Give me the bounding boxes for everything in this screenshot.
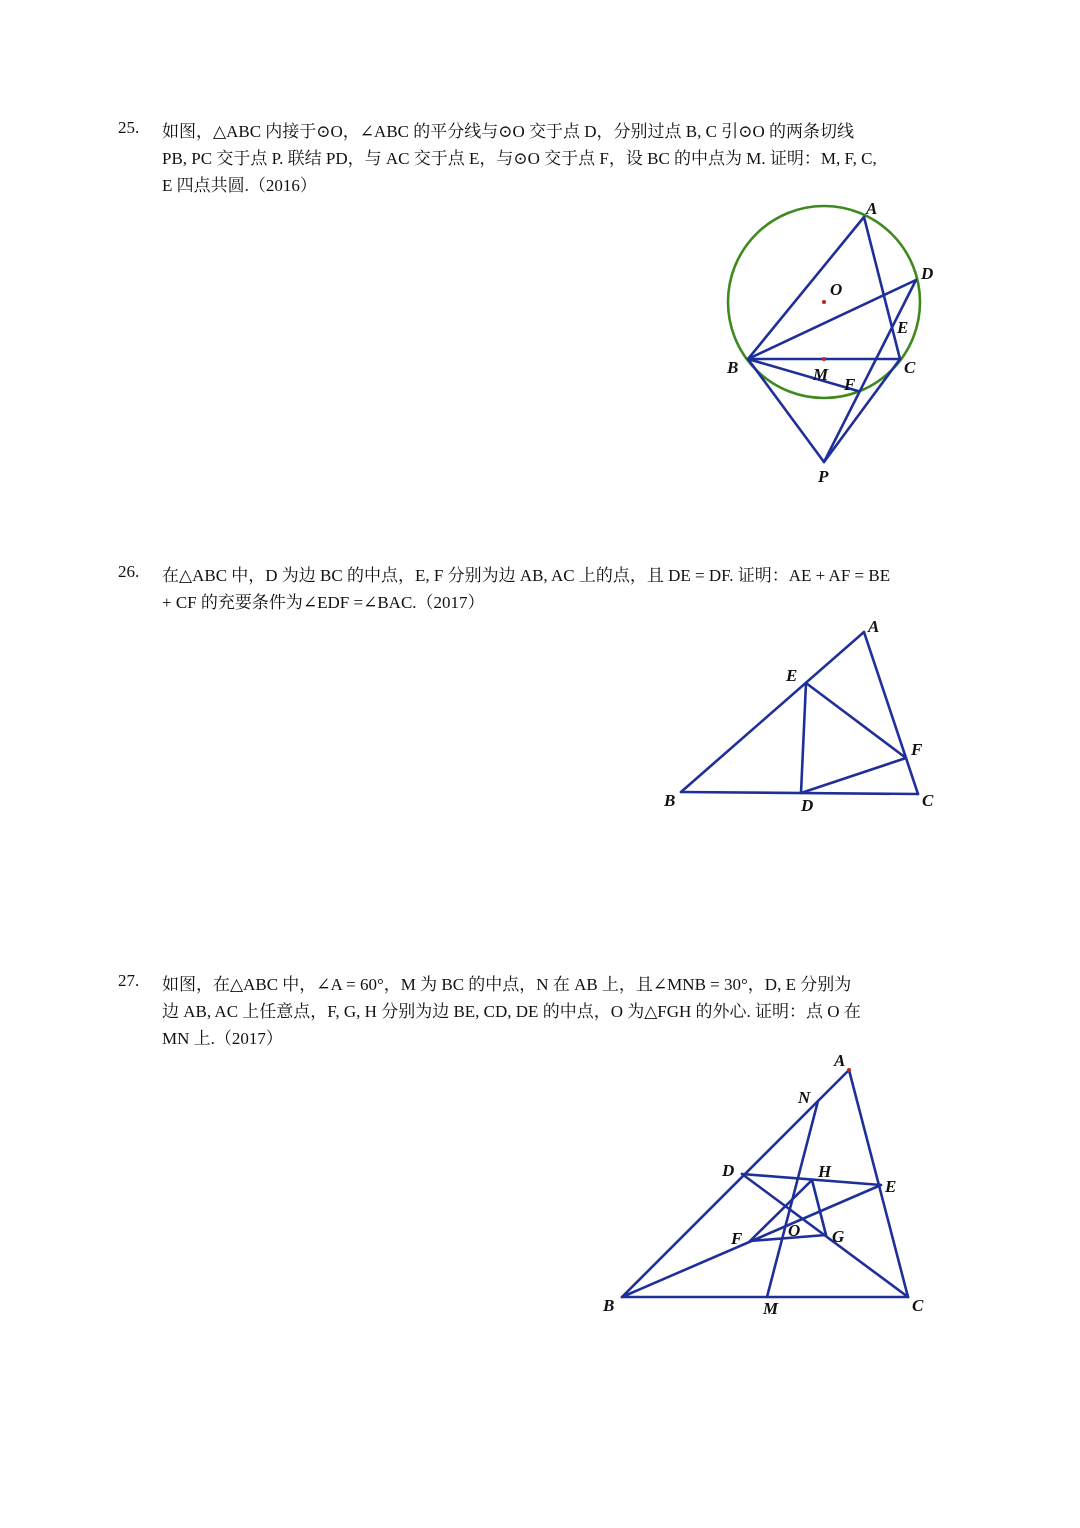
label-a: A	[868, 617, 880, 636]
label-e: E	[885, 1177, 897, 1196]
label-c: C	[912, 1296, 924, 1315]
label-d: D	[722, 1161, 735, 1180]
label-a: A	[866, 199, 878, 218]
label-f: F	[844, 375, 856, 394]
label-p: P	[818, 467, 829, 486]
label-b: B	[603, 1296, 615, 1315]
label-d: D	[921, 264, 934, 283]
statement-line: 如图，在△ABC 中，∠A = 60°，M 为 BC 的中点，N 在 AB 上，且∠MNB = 30°，D, E 分别为	[162, 975, 852, 994]
statement-line: 在△ABC 中，D 为边 BC 的中点，E, F 分别为边 AB, AC 上的点，且 DE = DF. 证明：AE + AF = BE	[162, 566, 891, 585]
statement-line: MN 上.（2017）	[162, 1029, 283, 1048]
label-d: D	[801, 796, 814, 815]
segment-fh	[750, 1180, 812, 1241]
label-h: H	[818, 1162, 832, 1181]
label-n: N	[798, 1088, 811, 1107]
problem-number: 25.	[118, 118, 140, 137]
label-e: E	[786, 666, 798, 685]
label-g: G	[832, 1227, 845, 1246]
statement-line: 边 AB, AC 上任意点，F, G, H 分别为边 BE, CD, DE 的中点，O 为△FGH 的外心. 证明：点 O 在	[162, 1002, 861, 1021]
label-f: F	[731, 1229, 743, 1248]
label-e: E	[897, 318, 909, 337]
problem-number: 27.	[118, 971, 140, 990]
label-m: M	[763, 1299, 779, 1318]
point-a	[847, 1068, 851, 1072]
label-o: O	[788, 1221, 801, 1240]
label-m: M	[813, 365, 829, 384]
problem-number: 26.	[118, 562, 140, 581]
statement-line: E 四点共圆.（2016）	[162, 176, 317, 195]
label-f: F	[911, 740, 923, 759]
statement-line: + CF 的充要条件为∠EDF =∠BAC.（2017）	[162, 593, 485, 612]
label-c: C	[922, 791, 934, 810]
label-c: C	[904, 358, 916, 377]
label-b: B	[664, 791, 676, 810]
label-a: A	[834, 1051, 846, 1070]
label-o: O	[830, 280, 843, 299]
segment-ba	[622, 1070, 849, 1297]
statement-line: PB, PC 交于点 P. 联结 PD，与 AC 交于点 E，与⊙O 交于点 F，设 BC 的中点为 M. 证明：M, F, C,	[162, 149, 877, 168]
label-b: B	[727, 358, 739, 377]
statement-line: 如图，△ABC 内接于⊙O，∠ABC 的平分线与⊙O 交于点 D，分别过点 B, C 引⊙O 的两条切线	[162, 122, 854, 141]
